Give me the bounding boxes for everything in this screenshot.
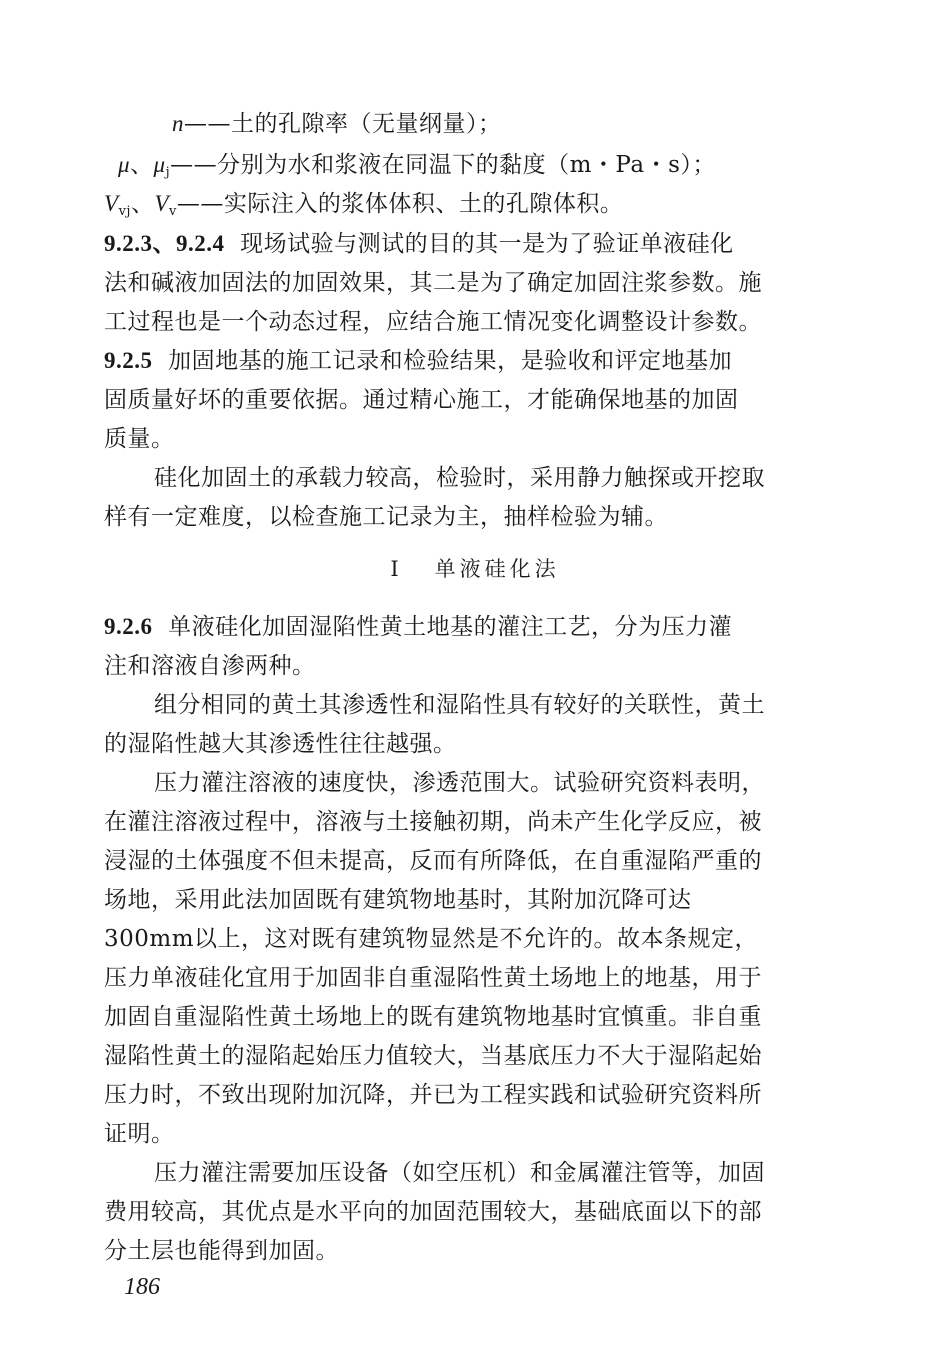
paragraph-line: 压力单液硅化宜用于加固非自重湿陷性黄土场地上的地基，用于	[104, 965, 762, 991]
paragraph-line: 硅化加固土的承载力较高，检验时，采用静力触探或开挖取	[154, 465, 765, 491]
paragraph-line: 压力灌注需要加压设备（如空压机）和金属灌注管等，加固	[154, 1160, 765, 1186]
symbol: V	[154, 191, 169, 216]
paragraph-line: 样有一定难度，以检查施工记录为主，抽样检验为辅。	[104, 504, 668, 530]
paragraph-line: 湿陷性黄土的湿陷起始压力值较大，当基底压力不大于湿陷起始	[104, 1043, 762, 1069]
subscript: vj	[118, 204, 131, 219]
subscript: v	[169, 204, 177, 219]
paragraph-line: 加固自重湿陷性黄土场地上的既有建筑物地基时宜慎重。非自重	[104, 1004, 762, 1030]
section-title: 单液硅化法	[434, 557, 560, 581]
clause-923-line: 法和碱液加固法的加固效果，其二是为了确定加固注浆参数。施	[104, 270, 762, 296]
clause-number: 9.2.6	[104, 614, 153, 639]
symbol: μ	[118, 152, 131, 177]
paragraph-line: 费用较高，其优点是水平向的加固范围较大，基础底面以下的部	[104, 1199, 762, 1225]
section-numeral: Ⅰ	[390, 557, 403, 581]
paragraph-line: 证明。	[104, 1121, 175, 1147]
symbol: n	[172, 111, 184, 136]
paragraph-line: 浸湿的土体强度不但未提高，反而有所降低，在自重湿陷严重的	[104, 848, 762, 874]
clause-926-line: 注和溶液自渗两种。	[104, 653, 316, 679]
page-number: 186	[124, 1274, 160, 1300]
dash: ——	[184, 111, 231, 137]
symbol: V	[104, 191, 119, 216]
paragraph-line: 分土层也能得到加固。	[104, 1238, 339, 1264]
definition-n	[172, 104, 502, 144]
definition-text: 分别为水和浆液在同温下的黏度（m・Pa・s）；	[217, 152, 716, 178]
subscript: j	[165, 165, 171, 180]
paragraph-line: 在灌注溶液过程中，溶液与土接触初期，尚未产生化学反应，被	[104, 809, 762, 835]
clause-925-line: 固质量好坏的重要依据。通过精心施工，才能确保地基的加固	[104, 387, 739, 413]
paragraph-line: 组分相同的黄土其渗透性和湿陷性具有较好的关联性，黄土	[154, 692, 765, 718]
separator: 、	[130, 191, 155, 217]
dash: ——	[170, 152, 218, 178]
paragraph-line: 场地，采用此法加固既有建筑物地基时，其附加沉降可达	[104, 887, 692, 913]
separator: 、	[130, 152, 154, 178]
dash: ——	[176, 191, 224, 217]
clause-926-line	[104, 607, 732, 647]
clause-923-line	[104, 224, 734, 264]
paragraph-line: 压力灌注溶液的速度快，渗透范围大。试验研究资料表明，	[154, 770, 765, 796]
clause-text: 单液硅化加固湿陷性黄土地基的灌注工艺，分为压力灌	[168, 614, 733, 640]
paragraph-line: 300mm以上，这对既有建筑物显然是不允许的。故本条规定，	[104, 926, 759, 952]
clause-923-line: 工过程也是一个动态过程，应结合施工情况变化调整设计参数。	[104, 309, 762, 335]
clause-text: 加固地基的施工记录和检验结果，是验收和评定地基加	[168, 348, 733, 374]
paragraph-line: 的湿陷性越大其渗透性往往越强。	[104, 731, 457, 757]
definition-text: 实际注入的浆体体积、土的孔隙体积。	[223, 191, 624, 217]
definition-text: 土的孔隙率（无量纲量）；	[231, 111, 502, 137]
clause-925-line: 质量。	[104, 426, 175, 452]
clause-925-line	[104, 341, 732, 381]
section-heading	[0, 549, 950, 589]
clause-text: 现场试验与测试的目的其一是为了验证单液硅化	[240, 231, 734, 257]
clause-number: 9.2.3、9.2.4	[104, 231, 225, 256]
clause-number: 9.2.5	[104, 348, 153, 373]
paragraph-line: 压力时，不致出现附加沉降，并已为工程实践和试验研究资料所	[104, 1082, 762, 1108]
symbol: μ	[153, 152, 166, 177]
